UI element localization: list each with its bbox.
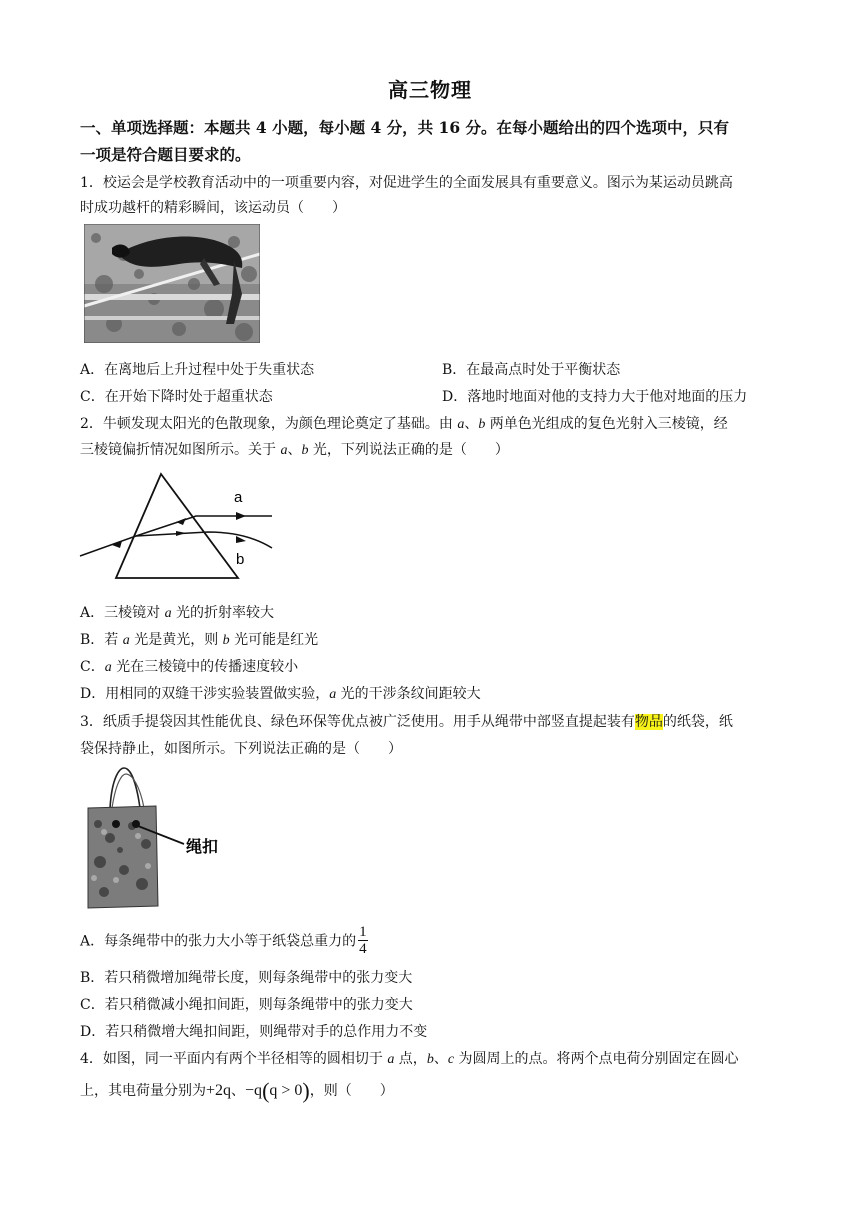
page-title: 高三物理	[388, 78, 472, 102]
q1-option-b: B．在最高点时处于平衡状态	[442, 362, 621, 378]
charge-positive: +2q	[206, 1082, 232, 1099]
section-heading-line2: 一项是符合题目要求的。	[80, 145, 251, 164]
q4-stem-line1: 4．如图，同一平面内有两个半径相等的圆相切于 a 点，b、c 为圆周上的点。将两个点电荷分别固定在圆心	[80, 1051, 739, 1067]
charge-negative: −q	[245, 1082, 263, 1099]
q1-option-c: C．在开始下降时处于超重状态	[80, 389, 273, 405]
q2-stem-line1: 2．牛顿发现太阳光的色散现象，为颜色理论奠定了基础。由 a、b 两单色光组成的复色光射入三棱镜，经	[80, 416, 728, 432]
q2-stem-line2: 三棱镜偏折情况如图所示。关于 a、b 光，下列说法正确的是（ ）	[80, 442, 509, 458]
q3-option-c: C．若只稍微减小绳扣间距，则每条绳带中的张力变大	[80, 997, 413, 1013]
q3-stem-line2: 袋保持静止，如图所示。下列说法正确的是（ ）	[80, 741, 402, 757]
q4-stem-line2: 上，其电荷量分别为+2q、−q(q > 0)，则（ ）	[80, 1078, 394, 1103]
q1-stem-line1: 1．校运会是学校教育活动中的一项重要内容，对促进学生的全面发展具有重要意义。图示为某运动员跳高	[80, 175, 733, 191]
q2-option-a: A．三棱镜对 a 光的折射率较大	[80, 605, 275, 621]
q1-option-d: D．落地时地面对他的支持力大于他对地面的压力	[442, 389, 748, 405]
charge-condition: q > 0	[269, 1082, 303, 1099]
q3-option-b: B．若只稍微增加绳带长度，则每条绳带中的张力变大	[80, 970, 413, 986]
q2-option-c: C．a 光在三棱镜中的传播速度较小	[80, 659, 299, 675]
q3-option-a: A．每条绳带中的张力大小等于纸袋总重力的 $\frac{1}{4}$	[80, 924, 367, 957]
q1-stem-line2: 时成功越杆的精彩瞬间，该运动员（ ）	[80, 200, 346, 216]
q3-stem-line1: 3．纸质手提袋因其性能优良、绿色环保等优点被广泛使用。用手从绳带中部竖直提起装有物品的纸袋，纸	[80, 714, 733, 730]
prism-diagram	[76, 470, 282, 584]
bag-knot-label: 绳扣	[186, 837, 219, 856]
q3-option-d: D．若只稍微增大绳扣间距，则绳带对手的总作用力不变	[80, 1024, 428, 1040]
ray-b	[136, 532, 272, 548]
prism-triangle	[116, 474, 238, 578]
q2-option-d: D．用相同的双缝干涉实验装置做实验，a 光的干涉条纹间距较大	[80, 686, 481, 702]
high-jump-photo	[84, 224, 260, 343]
label-a: a	[234, 489, 243, 506]
highlight-mark: 物品	[634, 714, 663, 730]
section-heading-line1: 一、单项选择题：本题共 4 小题，每小题 4 分，共 16 分。在每小题给出的四个选项中，只有	[80, 118, 730, 137]
fraction-one-quarter: $\frac{1}{4}$	[359, 924, 367, 957]
label-b: b	[236, 551, 245, 568]
q2-option-b: B．若 a 光是黄光，则 b 光可能是红光	[80, 632, 319, 648]
paper-bag-figure	[80, 766, 230, 910]
q1-option-a: A．在离地后上升过程中处于失重状态	[80, 362, 315, 378]
